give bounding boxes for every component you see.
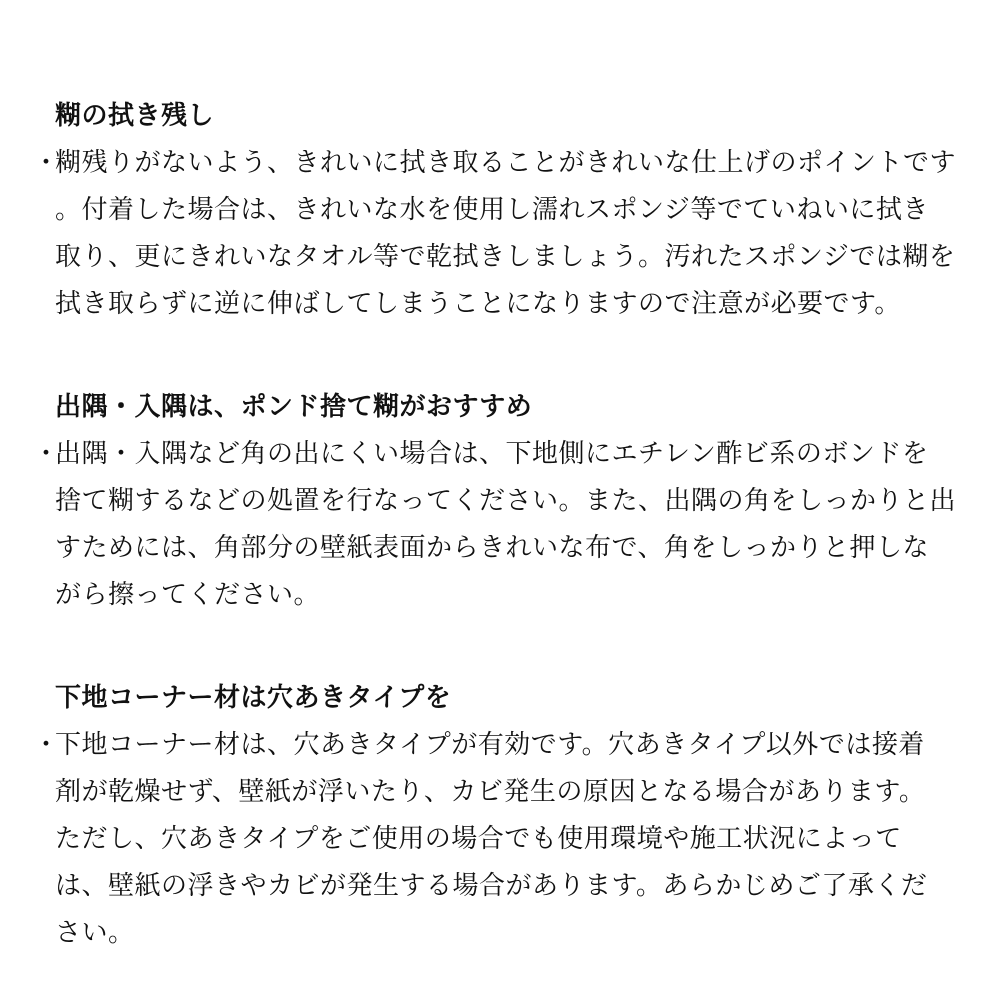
paragraph-line: がら擦ってください。 [55, 579, 321, 609]
paragraph-line: 下地コーナー材は、穴あきタイプが有効です。穴あきタイプ以外では接着 [55, 729, 925, 759]
section-heading: 糊の拭き残し [55, 100, 215, 130]
paragraph-line: 。付着した場合は、きれいな水を使用し濡れスポンジ等でていねいに拭き [55, 194, 929, 224]
section-corner-material [33, 674, 942, 956]
section-paragraph [33, 721, 942, 956]
paragraph-line: 取り、更にきれいなタオル等で乾拭きしましょう。汚れたスポンジでは糊を [55, 241, 956, 271]
section-heading: 出隅・入隅は、ポンド捨て糊がおすすめ [55, 391, 533, 421]
paragraph-line: 出隅・入隅など角の出にくい場合は、下地側にエチレン酢ビ系のボンドを [55, 438, 929, 468]
paragraph-line: さい。 [55, 917, 135, 947]
paragraph-line: 捨て糊するなどの処置を行なってください。また、出隅の角をしっかりと出 [55, 485, 957, 515]
paragraph-line: は、壁紙の浮きやカビが発生する場合があります。あらかじめご了承くだ [55, 870, 928, 900]
section-paragraph [33, 430, 957, 618]
bullet-marker: ・ [33, 147, 60, 177]
paragraph-line: すためには、角部分の壁紙表面からきれいな布で、角をしっかりと押しな [55, 532, 929, 562]
section-paragraph [33, 139, 957, 327]
section-glue-residue [33, 92, 957, 327]
paragraph-line: ただし、穴あきタイプをご使用の場合でも使用環境や施工状況によって [55, 823, 902, 853]
bullet-marker: ・ [33, 438, 60, 468]
bullet-marker: ・ [33, 729, 60, 759]
paragraph-line: 剤が乾燥せず、壁紙が浮いたり、カビ発生の原因となる場合があります。 [55, 776, 926, 806]
paragraph-line: 拭き取らずに逆に伸ばしてしまうことになりますので注意が必要です。 [55, 288, 901, 318]
paragraph-line: 糊残りがないよう、きれいに拭き取ることがきれいな仕上げのポイントです [55, 147, 957, 177]
section-corner-bond-glue [33, 383, 957, 618]
section-heading: 下地コーナー材は穴あきタイプを [55, 682, 452, 712]
